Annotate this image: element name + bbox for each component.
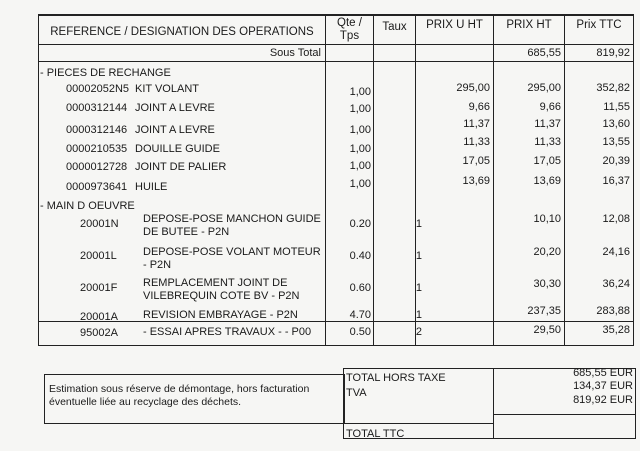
- labour-prix-ht: 20,20: [533, 246, 561, 258]
- labour-taux: 1: [415, 309, 422, 321]
- total-ht-value: 685,55 EUR: [573, 367, 633, 379]
- labour-qty: 0.50: [349, 326, 371, 338]
- header-taux: Taux: [382, 21, 407, 33]
- labour-taux: 1: [415, 218, 422, 230]
- part-desc: KIT VOLANT: [135, 83, 199, 95]
- part-qty: 1,00: [349, 160, 371, 172]
- labour-qty: 0.20: [349, 218, 371, 230]
- labour-code: 20001L: [80, 250, 117, 262]
- part-prix-ht: 11,33: [534, 136, 561, 148]
- part-prix-ttc: 11,55: [603, 101, 630, 113]
- part-qty: 1,00: [349, 124, 371, 136]
- labour-qty: 0.60: [349, 282, 371, 294]
- header-prix-ttc: Prix TTC: [576, 19, 622, 31]
- tva-label: TVA: [346, 387, 367, 399]
- part-desc: JOINT DE PALIER: [135, 161, 227, 173]
- table-row: [0, 326, 640, 342]
- totals-box: [343, 368, 636, 439]
- section-labour-title: - MAIN D OEUVRE: [40, 200, 135, 212]
- part-ref: 0000012728: [66, 161, 128, 173]
- footer-note-line2: éventuelle liée au recyclage des déchets.: [49, 396, 242, 408]
- labour-taux: 1: [415, 250, 422, 262]
- labour-desc-line1: REVISION EMBRAYAGE - P2N: [143, 309, 298, 321]
- part-ref: 0000973641: [66, 181, 128, 193]
- total-ttc-value: 819,92 EUR: [573, 394, 633, 406]
- labour-taux: 1: [415, 282, 422, 294]
- table-row: [0, 175, 640, 197]
- footer-note-line1: Estimation sous réserve de démontage, hors facturation: [49, 383, 310, 395]
- labour-prix-ttc: 35,28: [602, 324, 630, 336]
- part-unit-price: 9,66: [468, 101, 490, 113]
- labour-prix-ht: 10,10: [533, 213, 561, 225]
- part-unit-price: 17,05: [462, 155, 490, 167]
- table-row: [0, 278, 640, 306]
- table-row: [0, 246, 640, 274]
- part-qty: 1,00: [349, 178, 371, 190]
- labour-desc-line2: VILEBREQUIN COTE BV - P2N: [143, 290, 300, 302]
- header-prix-ht: PRIX HT: [506, 19, 552, 31]
- labour-qty: 0.40: [349, 250, 371, 262]
- part-prix-ht: 11,37: [534, 118, 561, 130]
- labour-prix-ht: 29,50: [533, 324, 561, 336]
- labour-code: 20001A: [80, 311, 118, 323]
- labour-prix-ttc: 12,08: [602, 213, 630, 225]
- part-unit-price: 11,37: [463, 118, 490, 130]
- part-prix-ttc: 16,37: [602, 175, 630, 187]
- labour-desc-line1: REMPLACEMENT JOINT DE: [143, 277, 288, 289]
- tva-value: 134,37 EUR: [573, 380, 633, 392]
- part-qty: 1,00: [349, 143, 371, 155]
- part-prix-ttc: 13,55: [602, 136, 630, 148]
- part-qty: 1,00: [349, 103, 371, 115]
- part-qty: 1,00: [349, 86, 371, 98]
- part-prix-ht: 9,66: [539, 101, 561, 113]
- labour-taux: 2: [415, 326, 422, 338]
- subtotal-prix-ht: 685,55: [527, 47, 561, 59]
- part-prix-ht: 17,05: [533, 155, 561, 167]
- table-row: [0, 83, 640, 99]
- part-ref: 0000312144: [66, 102, 128, 114]
- labour-desc-line1: - ESSAI APRES TRAVAUX - - P00: [143, 326, 312, 338]
- part-ref: 0000312146: [66, 124, 128, 136]
- footer-note-box: [44, 374, 345, 424]
- labour-prix-ttc: 36,24: [602, 278, 630, 290]
- labour-prix-ht: 30,30: [533, 278, 561, 290]
- header-reference: REFERENCE / DESIGNATION DES OPERATIONS: [50, 26, 314, 38]
- part-ref: 0000210535: [66, 143, 128, 155]
- part-desc: DOUILLE GUIDE: [135, 143, 220, 155]
- subtotal-label: Sous Total: [269, 47, 321, 59]
- table-row: [0, 214, 640, 242]
- labour-prix-ttc: 24,16: [602, 246, 630, 258]
- labour-desc-line2: - P2N: [143, 259, 172, 271]
- part-prix-ht: 13,69: [533, 175, 561, 187]
- labour-prix-ttc: 283,88: [596, 305, 630, 317]
- labour-desc-line1: DEPOSE-POSE VOLANT MOTEUR: [143, 246, 321, 258]
- part-prix-ttc: 352,82: [596, 82, 630, 94]
- section-parts-title: - PIECES DE RECHANGE: [40, 67, 171, 79]
- labour-code: 20001F: [80, 282, 118, 294]
- part-desc: JOINT A LEVRE: [135, 102, 215, 114]
- labour-desc-line2: DE BUTEE - P2N: [143, 226, 230, 238]
- part-prix-ht: 295,00: [527, 82, 561, 94]
- part-desc: JOINT A LEVRE: [135, 124, 215, 136]
- part-prix-ttc: 13,60: [602, 118, 630, 130]
- table-row: [0, 305, 640, 324]
- part-desc: HUILE: [135, 181, 168, 193]
- part-unit-price: 13,69: [462, 175, 490, 187]
- labour-qty: 4.70: [349, 309, 371, 321]
- part-unit-price: 11,33: [463, 136, 490, 148]
- part-ref: 00002052N5: [66, 83, 130, 95]
- part-unit-price: 295,00: [456, 82, 490, 94]
- labour-code: 95002A: [80, 327, 118, 339]
- labour-prix-ht: 237,35: [527, 305, 561, 317]
- labour-code: 20001N: [80, 218, 119, 230]
- header-prix-u-ht: PRIX U HT: [426, 19, 483, 31]
- table-row: [0, 102, 640, 118]
- subtotal-prix-ttc: 819,92: [596, 47, 630, 59]
- header-qty-line2: Tps: [339, 30, 360, 42]
- total-ht-label: TOTAL HORS TAXE: [346, 372, 446, 384]
- total-ttc-label: TOTAL TTC: [346, 428, 405, 440]
- labour-desc-line1: DEPOSE-POSE MANCHON GUIDE: [143, 213, 321, 225]
- header-qty-line1: Qte /: [337, 17, 362, 29]
- part-prix-ttc: 20,39: [602, 155, 630, 167]
